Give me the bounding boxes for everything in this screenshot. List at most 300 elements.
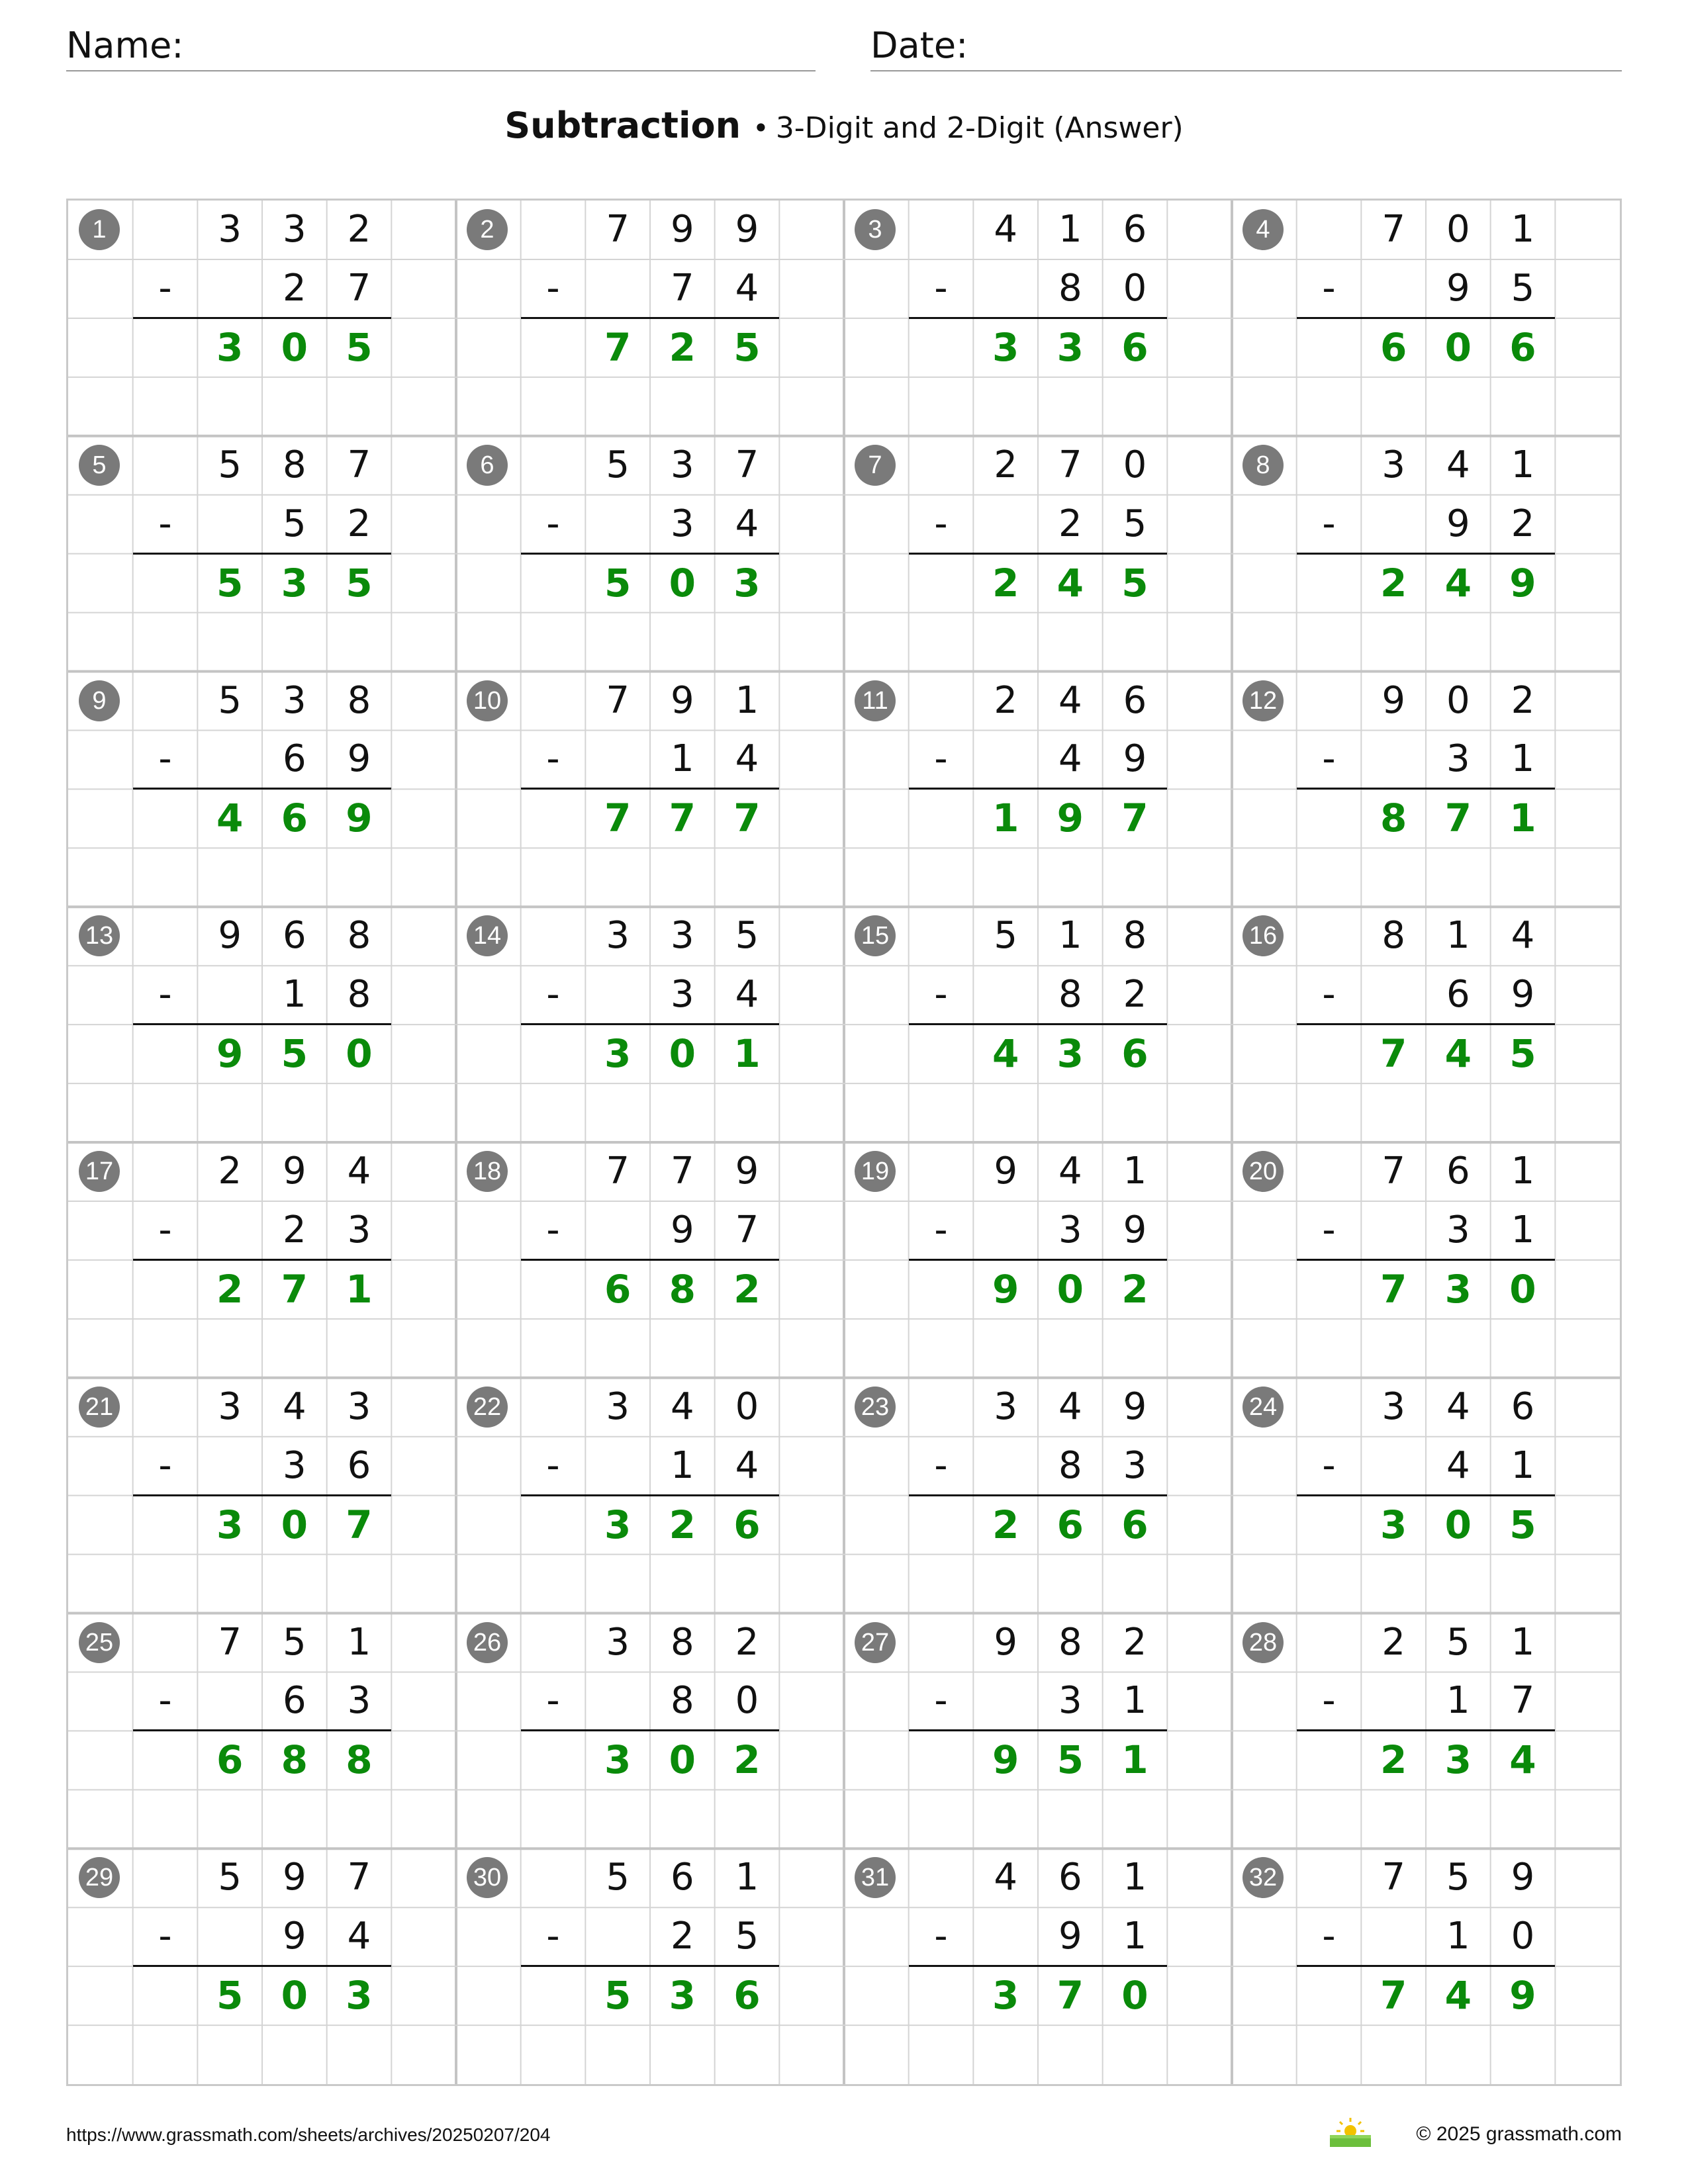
minus-sign: - <box>1322 737 1336 781</box>
answer-digit: 0 <box>1444 1502 1472 1547</box>
subtrahend-digit: 2 <box>283 1208 306 1251</box>
answer-digit: 2 <box>733 1266 761 1312</box>
minuend-digit: 8 <box>1382 914 1405 958</box>
minuend-digit: 7 <box>735 443 759 486</box>
answer-digit: 1 <box>733 1031 761 1077</box>
subtrahend-digit: 8 <box>1058 1443 1082 1487</box>
problem-number-badge: 15 <box>855 915 896 956</box>
answer-digit: 3 <box>669 1973 696 2019</box>
minuend-digit: 5 <box>606 1856 630 1899</box>
answer-digit: 5 <box>346 324 373 370</box>
subtrahend-digit: 2 <box>1511 502 1535 545</box>
problem-number-badge: 28 <box>1243 1622 1284 1663</box>
problem-10 <box>456 672 845 907</box>
subtrahend-digit: 1 <box>1511 737 1535 781</box>
problem-number-badge: 29 <box>79 1857 120 1898</box>
subtrahend-digit: 1 <box>1446 1679 1470 1723</box>
minuend-digit: 6 <box>1123 208 1147 251</box>
minuend-digit: 3 <box>606 914 630 958</box>
answer-digit: 2 <box>669 1502 696 1547</box>
minus-sign: - <box>934 1679 948 1723</box>
answer-digit: 5 <box>733 324 761 370</box>
answer-digit: 0 <box>1056 1266 1084 1312</box>
answer-digit: 2 <box>992 560 1019 606</box>
answer-digit: 7 <box>604 796 632 841</box>
answer-digit: 6 <box>1121 1502 1149 1547</box>
minuend-digit: 1 <box>1058 208 1082 251</box>
subtrahend-digit: 1 <box>671 1443 694 1487</box>
minus-sign: - <box>1322 973 1336 1017</box>
subtrahend-digit: 3 <box>283 1443 306 1487</box>
problem-5 <box>68 436 457 672</box>
answer-digit: 5 <box>604 1973 632 2019</box>
problem-number-badge: 18 <box>467 1151 508 1192</box>
answer-rule-line <box>521 1023 780 1025</box>
answer-digit: 5 <box>1056 1737 1084 1783</box>
minuend-digit: 2 <box>347 208 371 251</box>
answer-rule-line <box>1297 1023 1556 1025</box>
answer-digit: 3 <box>1444 1266 1472 1312</box>
problem-21 <box>68 1378 457 1614</box>
problem-number-badge: 5 <box>79 445 120 486</box>
subtrahend-digit: 9 <box>671 1208 694 1251</box>
subtrahend-digit: 3 <box>347 1679 371 1723</box>
problem-number-badge: 4 <box>1243 209 1284 250</box>
answer-rule-line <box>521 1965 780 1967</box>
minuend-digit: 0 <box>735 1385 759 1428</box>
problem-6 <box>456 436 845 672</box>
answer-digit: 2 <box>733 1737 761 1783</box>
problem-number-badge: 14 <box>467 915 508 956</box>
answer-digit: 0 <box>281 1973 308 2019</box>
title-subtitle: 3-Digit and 2-Digit (Answer) <box>775 111 1184 145</box>
minus-sign: - <box>1322 1915 1336 1958</box>
subtrahend-digit: 9 <box>1446 502 1470 545</box>
answer-digit: 3 <box>992 1973 1019 2019</box>
minuend-digit: 3 <box>1382 443 1405 486</box>
minuend-digit: 9 <box>735 1150 759 1193</box>
problem-number-badge: 3 <box>855 209 896 250</box>
answer-digit: 4 <box>1444 1973 1472 2019</box>
problem-number-badge: 13 <box>79 915 120 956</box>
answer-rule-line <box>133 788 392 790</box>
problem-grid <box>66 199 1622 2086</box>
minus-sign: - <box>158 1915 172 1958</box>
answer-digit: 2 <box>216 1266 244 1312</box>
answer-digit: 7 <box>1380 1266 1407 1312</box>
problem-32 <box>1232 1848 1620 2084</box>
minuend-digit: 4 <box>671 1385 694 1428</box>
problem-number-badge: 21 <box>79 1387 120 1428</box>
answer-rule-line <box>133 1965 392 1967</box>
answer-digit: 2 <box>1121 1266 1149 1312</box>
answer-digit: 1 <box>1121 1737 1149 1783</box>
minuend-digit: 3 <box>606 1620 630 1664</box>
minuend-digit: 5 <box>1446 1620 1470 1664</box>
minus-sign: - <box>934 1915 948 1958</box>
answer-rule-line <box>521 1729 780 1731</box>
minus-sign: - <box>158 1208 172 1251</box>
subtrahend-digit: 2 <box>671 1915 694 1958</box>
answer-rule-line <box>909 1259 1168 1261</box>
problem-number-badge: 22 <box>467 1387 508 1428</box>
name-label: Name: <box>66 24 184 66</box>
problem-27 <box>844 1614 1233 1849</box>
problem-9 <box>68 672 457 907</box>
subtrahend-digit: 1 <box>1511 1443 1535 1487</box>
subtrahend-digit: 4 <box>735 266 759 310</box>
problem-number-badge: 12 <box>1243 680 1284 721</box>
minuend-digit: 5 <box>994 914 1017 958</box>
minus-sign: - <box>546 1915 560 1958</box>
minuend-digit: 8 <box>1123 914 1147 958</box>
problem-26 <box>456 1614 845 1849</box>
minuend-digit: 8 <box>671 1620 694 1664</box>
answer-digit: 9 <box>1056 796 1084 841</box>
problem-number-badge: 31 <box>855 1857 896 1898</box>
answer-rule-line <box>133 1023 392 1025</box>
answer-digit: 5 <box>1509 1502 1536 1547</box>
minuend-digit: 1 <box>1511 443 1535 486</box>
minuend-digit: 4 <box>283 1385 306 1428</box>
subtrahend-digit: 5 <box>735 1915 759 1958</box>
title-bullet: • <box>753 112 769 144</box>
problem-number-badge: 26 <box>467 1622 508 1663</box>
minuend-digit: 4 <box>1058 678 1082 722</box>
minuend-digit: 4 <box>1446 443 1470 486</box>
subtrahend-digit: 8 <box>347 973 371 1017</box>
minus-sign: - <box>546 266 560 310</box>
minus-sign: - <box>934 737 948 781</box>
subtrahend-digit: 8 <box>1058 973 1082 1017</box>
problem-number-badge: 20 <box>1243 1151 1284 1192</box>
minuend-digit: 2 <box>735 1620 759 1664</box>
subtrahend-digit: 7 <box>735 1208 759 1251</box>
answer-digit: 5 <box>604 560 632 606</box>
minuend-digit: 0 <box>1446 208 1470 251</box>
answer-digit: 3 <box>604 1031 632 1077</box>
minus-sign: - <box>158 973 172 1017</box>
answer-digit: 7 <box>1121 796 1149 841</box>
minuend-digit: 8 <box>283 443 306 486</box>
minuend-digit: 4 <box>1446 1385 1470 1428</box>
minuend-digit: 4 <box>347 1150 371 1193</box>
minus-sign: - <box>546 1443 560 1487</box>
minuend-digit: 3 <box>671 914 694 958</box>
subtrahend-digit: 2 <box>283 266 306 310</box>
subtrahend-digit: 1 <box>1123 1679 1147 1723</box>
minuend-digit: 9 <box>671 678 694 722</box>
answer-rule-line <box>909 788 1168 790</box>
problem-7 <box>844 436 1233 672</box>
answer-digit: 9 <box>992 1266 1019 1312</box>
minuend-digit: 0 <box>1123 443 1147 486</box>
problem-12 <box>1232 672 1620 907</box>
minuend-digit: 7 <box>606 678 630 722</box>
answer-digit: 2 <box>1380 1737 1407 1783</box>
minuend-digit: 7 <box>606 208 630 251</box>
minus-sign: - <box>546 973 560 1017</box>
minuend-digit: 3 <box>283 678 306 722</box>
subtrahend-digit: 1 <box>1511 1208 1535 1251</box>
answer-digit: 8 <box>281 1737 308 1783</box>
subtrahend-digit: 4 <box>347 1915 371 1958</box>
minuend-digit: 7 <box>218 1620 242 1664</box>
minuend-digit: 9 <box>218 914 242 958</box>
minuend-digit: 3 <box>347 1385 371 1428</box>
minuend-digit: 0 <box>1446 678 1470 722</box>
minuend-digit: 2 <box>994 443 1017 486</box>
answer-digit: 0 <box>1509 1266 1536 1312</box>
answer-digit: 7 <box>346 1502 373 1547</box>
answer-digit: 7 <box>604 324 632 370</box>
answer-digit: 3 <box>604 1502 632 1547</box>
minuend-digit: 1 <box>1511 1620 1535 1664</box>
subtrahend-digit: 4 <box>735 1443 759 1487</box>
answer-digit: 7 <box>1056 1973 1084 2019</box>
minus-sign: - <box>934 973 948 1017</box>
subtrahend-digit: 1 <box>1123 1915 1147 1958</box>
answer-digit: 0 <box>281 324 308 370</box>
problem-number-badge: 16 <box>1243 915 1284 956</box>
minus-sign: - <box>1322 1679 1336 1723</box>
answer-digit: 6 <box>733 1502 761 1547</box>
minuend-digit: 1 <box>735 1856 759 1899</box>
minuend-digit: 4 <box>1058 1385 1082 1428</box>
minus-sign: - <box>1322 1443 1336 1487</box>
answer-digit: 4 <box>1509 1737 1536 1783</box>
answer-rule-line <box>133 317 392 319</box>
answer-rule-line <box>1297 1259 1556 1261</box>
answer-rule-line <box>909 1729 1168 1731</box>
minuend-digit: 4 <box>994 208 1017 251</box>
minuend-digit: 3 <box>606 1385 630 1428</box>
problem-2 <box>456 201 845 436</box>
worksheet-title <box>0 105 1688 146</box>
subtrahend-digit: 0 <box>1511 1915 1535 1958</box>
minus-sign: - <box>934 266 948 310</box>
subtrahend-digit: 4 <box>735 737 759 781</box>
subtrahend-digit: 0 <box>1123 266 1147 310</box>
subtrahend-digit: 3 <box>671 973 694 1017</box>
answer-digit: 7 <box>733 796 761 841</box>
minuend-digit: 3 <box>218 1385 242 1428</box>
answer-digit: 0 <box>1444 324 1472 370</box>
minuend-digit: 5 <box>218 678 242 722</box>
minuend-digit: 7 <box>1382 208 1405 251</box>
answer-digit: 8 <box>1380 796 1407 841</box>
answer-digit: 3 <box>1444 1737 1472 1783</box>
minuend-digit: 6 <box>1511 1385 1535 1428</box>
answer-digit: 5 <box>1509 1031 1536 1077</box>
minuend-digit: 6 <box>1123 678 1147 722</box>
minuend-digit: 8 <box>1058 1620 1082 1664</box>
problem-number-badge: 25 <box>79 1622 120 1663</box>
minuend-digit: 2 <box>218 1150 242 1193</box>
problem-29 <box>68 1848 457 2084</box>
minuend-digit: 6 <box>1058 1856 1082 1899</box>
answer-rule-line <box>521 1494 780 1496</box>
subtrahend-digit: 2 <box>347 502 371 545</box>
answer-digit: 5 <box>216 1973 244 2019</box>
problem-number-badge: 6 <box>467 445 508 486</box>
answer-digit: 7 <box>1380 1031 1407 1077</box>
problem-20 <box>1232 1142 1620 1378</box>
problem-13 <box>68 907 457 1142</box>
answer-digit: 3 <box>1380 1502 1407 1547</box>
problem-number-badge: 9 <box>79 680 120 721</box>
answer-digit: 8 <box>346 1737 373 1783</box>
answer-rule-line <box>1297 553 1556 555</box>
subtrahend-digit: 4 <box>1446 1443 1470 1487</box>
name-field[interactable] <box>66 25 816 71</box>
problem-17 <box>68 1142 457 1378</box>
subtrahend-digit: 6 <box>347 1443 371 1487</box>
answer-digit: 5 <box>216 560 244 606</box>
subtrahend-digit: 3 <box>1058 1679 1082 1723</box>
date-field[interactable] <box>870 25 1622 71</box>
answer-digit: 0 <box>669 1737 696 1783</box>
minuend-digit: 2 <box>1123 1620 1147 1664</box>
answer-digit: 0 <box>281 1502 308 1547</box>
minuend-digit: 3 <box>994 1385 1017 1428</box>
answer-digit: 0 <box>669 560 696 606</box>
minuend-digit: 1 <box>1511 1150 1535 1193</box>
answer-digit: 4 <box>1444 560 1472 606</box>
answer-digit: 0 <box>346 1031 373 1077</box>
answer-rule-line <box>909 1965 1168 1967</box>
answer-digit: 3 <box>346 1973 373 2019</box>
minuend-digit: 5 <box>218 443 242 486</box>
problem-22 <box>456 1378 845 1614</box>
minuend-digit: 4 <box>1511 914 1535 958</box>
subtrahend-digit: 1 <box>283 973 306 1017</box>
answer-digit: 3 <box>281 560 308 606</box>
answer-digit: 9 <box>992 1737 1019 1783</box>
minuend-digit: 9 <box>671 208 694 251</box>
answer-rule-line <box>909 1023 1168 1025</box>
subtrahend-digit: 3 <box>1446 737 1470 781</box>
minuend-digit: 5 <box>606 443 630 486</box>
minuend-digit: 3 <box>218 208 242 251</box>
answer-digit: 7 <box>281 1266 308 1312</box>
problem-1 <box>68 201 457 436</box>
answer-digit: 4 <box>1444 1031 1472 1077</box>
answer-digit: 8 <box>669 1266 696 1312</box>
subtrahend-digit: 3 <box>1123 1443 1147 1487</box>
problem-number-badge: 30 <box>467 1857 508 1898</box>
problem-11 <box>844 672 1233 907</box>
subtrahend-digit: 2 <box>1058 502 1082 545</box>
answer-digit: 9 <box>216 1031 244 1077</box>
answer-digit: 6 <box>1121 324 1149 370</box>
minuend-digit: 9 <box>283 1856 306 1899</box>
answer-digit: 3 <box>1056 1031 1084 1077</box>
subtrahend-digit: 4 <box>1058 737 1082 781</box>
answer-rule-line <box>133 1259 392 1261</box>
minuend-digit: 7 <box>1382 1856 1405 1899</box>
answer-rule-line <box>133 1729 392 1731</box>
minus-sign: - <box>158 1443 172 1487</box>
answer-rule-line <box>909 553 1168 555</box>
answer-digit: 1 <box>992 796 1019 841</box>
subtrahend-digit: 5 <box>1511 266 1535 310</box>
subtrahend-digit: 7 <box>347 266 371 310</box>
answer-digit: 4 <box>992 1031 1019 1077</box>
minuend-digit: 5 <box>735 914 759 958</box>
answer-digit: 3 <box>1056 324 1084 370</box>
answer-digit: 7 <box>1444 796 1472 841</box>
minuend-digit: 8 <box>347 914 371 958</box>
answer-digit: 2 <box>669 324 696 370</box>
problem-18 <box>456 1142 845 1378</box>
subtrahend-digit: 3 <box>671 502 694 545</box>
problem-number-badge: 32 <box>1243 1857 1284 1898</box>
answer-rule-line <box>1297 317 1556 319</box>
footer-url[interactable]: https://www.grassmath.com/sheets/archives/20250207/204 <box>66 2124 551 2145</box>
minuend-digit: 8 <box>347 678 371 722</box>
minus-sign: - <box>158 502 172 545</box>
answer-digit: 6 <box>216 1737 244 1783</box>
minuend-digit: 3 <box>671 443 694 486</box>
answer-digit: 0 <box>1121 1973 1149 2019</box>
subtrahend-digit: 1 <box>1446 1915 1470 1958</box>
answer-digit: 6 <box>733 1973 761 2019</box>
minuend-digit: 9 <box>1123 1385 1147 1428</box>
minus-sign: - <box>158 1679 172 1723</box>
problem-number-badge: 23 <box>855 1387 896 1428</box>
subtrahend-digit: 5 <box>283 502 306 545</box>
answer-digit: 9 <box>1509 1973 1536 2019</box>
minuend-digit: 7 <box>671 1150 694 1193</box>
problem-19 <box>844 1142 1233 1378</box>
minuend-digit: 4 <box>994 1856 1017 1899</box>
problem-number-badge: 1 <box>79 209 120 250</box>
minuend-digit: 9 <box>994 1150 1017 1193</box>
answer-digit: 6 <box>1380 324 1407 370</box>
minuend-digit: 7 <box>1058 443 1082 486</box>
subtrahend-digit: 9 <box>1058 1915 1082 1958</box>
answer-digit: 1 <box>1509 796 1536 841</box>
subtrahend-digit: 0 <box>735 1679 759 1723</box>
minuend-digit: 9 <box>735 208 759 251</box>
answer-digit: 2 <box>1380 560 1407 606</box>
problem-number-badge: 27 <box>855 1622 896 1663</box>
minuend-digit: 9 <box>283 1150 306 1193</box>
answer-digit: 3 <box>604 1737 632 1783</box>
subtrahend-digit: 9 <box>1123 737 1147 781</box>
minuend-digit: 3 <box>283 208 306 251</box>
subtrahend-digit: 1 <box>671 737 694 781</box>
answer-rule-line <box>1297 1494 1556 1496</box>
minuend-digit: 7 <box>606 1150 630 1193</box>
minuend-digit: 1 <box>735 678 759 722</box>
problem-28 <box>1232 1614 1620 1849</box>
answer-rule-line <box>909 1494 1168 1496</box>
minuend-digit: 2 <box>1382 1620 1405 1664</box>
answer-digit: 2 <box>992 1502 1019 1547</box>
problem-number-badge: 10 <box>467 680 508 721</box>
answer-rule-line <box>133 553 392 555</box>
answer-digit: 7 <box>669 796 696 841</box>
subtrahend-digit: 3 <box>347 1208 371 1251</box>
subtrahend-digit: 6 <box>283 1679 306 1723</box>
subtrahend-digit: 9 <box>347 737 371 781</box>
answer-digit: 6 <box>1056 1502 1084 1547</box>
subtrahend-digit: 9 <box>1446 266 1470 310</box>
date-label: Date: <box>870 24 968 66</box>
minuend-digit: 1 <box>1511 208 1535 251</box>
